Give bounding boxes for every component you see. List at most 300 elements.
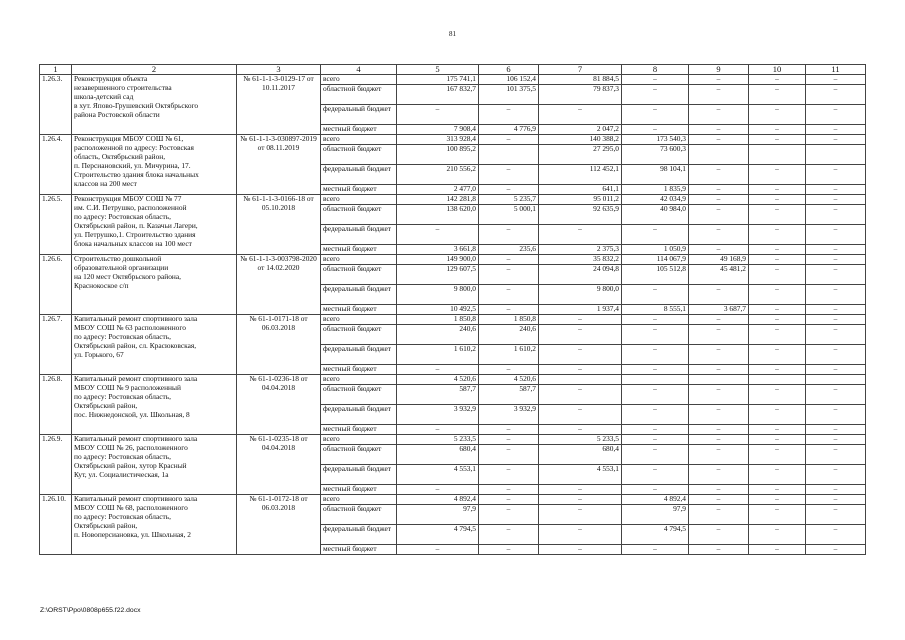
amount-cell: 3 932,9 xyxy=(479,405,539,425)
amount-cell: 142 281,8 xyxy=(397,195,479,205)
amount-cell: – xyxy=(539,485,622,495)
col-header-8: 8 xyxy=(622,65,689,75)
budget-source: всего xyxy=(321,435,397,445)
amount-cell: – xyxy=(806,445,866,465)
amount-cell: – xyxy=(539,505,622,525)
amount-cell: – xyxy=(689,75,749,85)
amount-cell: 97,9 xyxy=(622,505,689,525)
budget-source: областной бюджет xyxy=(321,325,397,345)
amount-cell: 587,7 xyxy=(479,385,539,405)
amount-cell: – xyxy=(806,425,866,435)
amount-cell: – xyxy=(622,485,689,495)
amount-cell: 5 000,1 xyxy=(479,205,539,225)
amount-cell: – xyxy=(749,365,806,375)
amount-cell: – xyxy=(689,385,749,405)
amount-cell: – xyxy=(749,285,806,305)
amount-cell: – xyxy=(689,135,749,145)
object-name-line: пос. Нижнедонской, ул. Школьная, 8 xyxy=(74,409,190,419)
item-number: 1.26.3. xyxy=(40,75,72,135)
amount-cell: – xyxy=(397,545,479,555)
amount-cell: 101 375,5 xyxy=(479,85,539,105)
col-header-7: 7 xyxy=(539,65,622,75)
amount-cell: – xyxy=(749,385,806,405)
object-name-line: п. Персиановский, ул. Мичурина, 17. xyxy=(74,160,191,170)
amount-cell: – xyxy=(749,545,806,555)
object-name-line: Капитальный ремонт спортивного зала xyxy=(74,494,198,503)
object-name-line: ул. Горького, 67 xyxy=(74,349,124,359)
amount-cell: – xyxy=(806,315,866,325)
amount-cell: – xyxy=(479,525,539,545)
col-header-11: 11 xyxy=(806,65,866,75)
amount-cell: – xyxy=(689,465,749,485)
amount-cell: – xyxy=(479,285,539,305)
amount-cell: 4 776,9 xyxy=(479,125,539,135)
amount-cell: – xyxy=(539,345,622,365)
amount-cell xyxy=(689,375,749,385)
amount-cell: – xyxy=(689,195,749,205)
amount-cell: – xyxy=(749,185,806,195)
amount-cell: – xyxy=(479,425,539,435)
amount-cell: 149 900,0 xyxy=(397,255,479,265)
amount-cell: – xyxy=(806,385,866,405)
amount-cell: – xyxy=(622,405,689,425)
table-row xyxy=(40,495,866,505)
amount-cell: – xyxy=(806,345,866,365)
amount-cell: 45 481,2 xyxy=(689,265,749,285)
amount-cell: 92 635,9 xyxy=(539,205,622,225)
expertise-code: № 61-1-0236-18 от 04.04.2018 xyxy=(237,375,321,435)
amount-cell: – xyxy=(479,465,539,485)
amount-cell: – xyxy=(806,485,866,495)
amount-cell: – xyxy=(749,85,806,105)
amount-cell: 24 094,8 xyxy=(539,265,622,285)
object-name-line: Реконструкция объекта xyxy=(74,74,148,83)
amount-cell: 210 556,2 xyxy=(397,165,479,185)
amount-cell: – xyxy=(749,225,806,245)
amount-cell: – xyxy=(622,345,689,365)
amount-cell: 4 520,6 xyxy=(397,375,479,385)
amount-cell: – xyxy=(622,75,689,85)
budget-source: областной бюджет xyxy=(321,145,397,165)
budget-source: всего xyxy=(321,375,397,385)
amount-cell: 2 375,3 xyxy=(539,245,622,255)
amount-cell: – xyxy=(689,185,749,195)
budget-source: федеральный бюджет xyxy=(321,285,397,305)
expertise-code: № 61-1-0171-18 от 06.03.2018 xyxy=(237,315,321,375)
amount-cell: 1 835,9 xyxy=(622,185,689,195)
amount-cell: – xyxy=(806,325,866,345)
amount-cell: – xyxy=(689,365,749,375)
amount-cell: – xyxy=(479,225,539,245)
amount-cell: – xyxy=(806,185,866,195)
amount-cell: – xyxy=(689,505,749,525)
amount-cell: – xyxy=(806,165,866,185)
amount-cell: 235,6 xyxy=(479,245,539,255)
budget-source: всего xyxy=(321,195,397,205)
amount-cell: – xyxy=(622,435,689,445)
object-name-line: расположенной по адресу: Ростовская xyxy=(74,142,194,152)
budget-source: федеральный бюджет xyxy=(321,465,397,485)
amount-cell: – xyxy=(806,265,866,285)
amount-cell: – xyxy=(479,435,539,445)
amount-cell: – xyxy=(749,105,806,125)
amount-cell: – xyxy=(539,495,622,505)
amount-cell: 79 837,3 xyxy=(539,85,622,105)
amount-cell: 1 610,2 xyxy=(397,345,479,365)
amount-cell: – xyxy=(689,225,749,245)
object-name-line: Октябрьский район, п. Казачьи Лагери, xyxy=(74,220,198,230)
item-number: 1.26.5. xyxy=(40,195,72,255)
object-name-line: ул. Петрушко,1. Строительство здания xyxy=(74,229,196,239)
col-header-6: 6 xyxy=(479,65,539,75)
item-number: 1.26.9. xyxy=(40,435,72,495)
budget-source: местный бюджет xyxy=(321,245,397,255)
amount-cell: 2 477,0 xyxy=(397,185,479,195)
amount-cell: 98 104,1 xyxy=(622,165,689,185)
amount-cell xyxy=(806,145,866,165)
amount-cell: – xyxy=(539,525,622,545)
amount-cell: 587,7 xyxy=(397,385,479,405)
amount-cell: – xyxy=(479,495,539,505)
amount-cell: – xyxy=(689,485,749,495)
object-name-line: по адресу: Ростовская область, xyxy=(74,511,171,521)
amount-cell: – xyxy=(749,245,806,255)
budget-source: федеральный бюджет xyxy=(321,165,397,185)
amount-cell: – xyxy=(806,225,866,245)
amount-cell: 140 388,2 xyxy=(539,135,622,145)
budget-source: областной бюджет xyxy=(321,85,397,105)
object-name-line: область, Октябрьский район, xyxy=(74,151,166,161)
amount-cell: 5 235,7 xyxy=(479,195,539,205)
amount-cell: 1 050,9 xyxy=(622,245,689,255)
amount-cell: – xyxy=(806,525,866,545)
file-path-footer: Z:\ORST\Ppo\0808p655.f22.docx xyxy=(40,607,141,614)
amount-cell: – xyxy=(806,405,866,425)
expertise-code: № 61-1-0172-18 от 06.03.2018 xyxy=(237,495,321,555)
budget-source: местный бюджет xyxy=(321,485,397,495)
amount-cell: 42 034,9 xyxy=(622,195,689,205)
amount-cell: – xyxy=(749,525,806,545)
object-name-line: образовательной организации xyxy=(74,262,169,272)
amount-cell: – xyxy=(479,255,539,265)
expertise-code: № 61-1-1-3-030897-2019 от 08.11.2019 xyxy=(237,135,321,195)
amount-cell: – xyxy=(749,125,806,135)
amount-cell: – xyxy=(689,85,749,105)
amount-cell: – xyxy=(689,125,749,135)
budget-source: местный бюджет xyxy=(321,185,397,195)
amount-cell: 5 233,5 xyxy=(397,435,479,445)
page-number: 81 xyxy=(449,30,456,38)
budget-source: местный бюджет xyxy=(321,125,397,135)
amount-cell: – xyxy=(749,75,806,85)
amount-cell: – xyxy=(479,185,539,195)
amount-cell: – xyxy=(749,165,806,185)
amount-cell: – xyxy=(806,245,866,255)
amount-cell: – xyxy=(806,305,866,315)
amount-cell: – xyxy=(479,265,539,285)
amount-cell: – xyxy=(622,225,689,245)
amount-cell: – xyxy=(806,285,866,305)
amount-cell: – xyxy=(539,325,622,345)
budget-source: местный бюджет xyxy=(321,545,397,555)
budget-source: областной бюджет xyxy=(321,505,397,525)
budget-source: федеральный бюджет xyxy=(321,525,397,545)
amount-cell: 138 620,0 xyxy=(397,205,479,225)
amount-cell: 3 661,8 xyxy=(397,245,479,255)
amount-cell: 3 932,9 xyxy=(397,405,479,425)
amount-cell: – xyxy=(806,465,866,485)
amount-cell: – xyxy=(749,205,806,225)
amount-cell: – xyxy=(806,205,866,225)
amount-cell: 4 794,5 xyxy=(397,525,479,545)
amount-cell: 3 687,7 xyxy=(689,305,749,315)
expertise-code: № 61-1-0235-18 от 04.04.2018 xyxy=(237,435,321,495)
amount-cell: 4 520,6 xyxy=(479,375,539,385)
amount-cell: – xyxy=(749,325,806,345)
amount-cell: 5 233,5 xyxy=(539,435,622,445)
amount-cell: 313 928,4 xyxy=(397,135,479,145)
amount-cell: – xyxy=(539,365,622,375)
object-name xyxy=(72,435,237,495)
amount-cell: 2 047,2 xyxy=(539,125,622,135)
amount-cell: – xyxy=(749,435,806,445)
amount-cell: 167 832,7 xyxy=(397,85,479,105)
amount-cell: – xyxy=(749,195,806,205)
amount-cell: – xyxy=(806,505,866,525)
amount-cell: – xyxy=(806,125,866,135)
amount-cell: 49 168,9 xyxy=(689,255,749,265)
col-header-1: 1 xyxy=(40,65,72,75)
amount-cell: – xyxy=(689,405,749,425)
col-header-5: 5 xyxy=(397,65,479,75)
amount-cell: – xyxy=(749,265,806,285)
object-name-line: школа-детский сад xyxy=(74,91,134,101)
amount-cell: – xyxy=(749,505,806,525)
budget-source: всего xyxy=(321,75,397,85)
amount-cell: 81 884,5 xyxy=(539,75,622,85)
amount-cell: 680,4 xyxy=(539,445,622,465)
object-name-line: района Ростовской области xyxy=(74,109,160,119)
object-name-line: Реконструкция МБОУ СОШ № 61, xyxy=(74,134,184,143)
amount-cell: 1 937,4 xyxy=(539,305,622,315)
amount-cell: 95 011,2 xyxy=(539,195,622,205)
amount-cell: 240,6 xyxy=(479,325,539,345)
item-number: 1.26.10. xyxy=(40,495,72,555)
budget-source: областной бюджет xyxy=(321,445,397,465)
budget-source: областной бюджет xyxy=(321,265,397,285)
amount-cell: – xyxy=(479,545,539,555)
object-name-line: Краснокоское с/п xyxy=(74,280,129,290)
object-name xyxy=(72,375,237,435)
amount-cell: – xyxy=(622,385,689,405)
amount-cell: 1 610,2 xyxy=(479,345,539,365)
object-name-line: Октябрьский район, xyxy=(74,400,138,410)
amount-cell: 4 794,5 xyxy=(622,525,689,545)
amount-cell: – xyxy=(622,125,689,135)
expertise-code: № 61-1-1-3-0129-17 от 10.11.2017 xyxy=(237,75,321,135)
table-row xyxy=(40,435,866,445)
amount-cell: – xyxy=(749,255,806,265)
amount-cell: – xyxy=(689,245,749,255)
amount-cell: – xyxy=(689,495,749,505)
col-header-9: 9 xyxy=(689,65,749,75)
amount-cell: 106 152,4 xyxy=(479,75,539,85)
object-name-line: Строительство дошкольной xyxy=(74,254,162,263)
amount-cell: 240,6 xyxy=(397,325,479,345)
amount-cell: 641,1 xyxy=(539,185,622,195)
amount-cell: – xyxy=(479,485,539,495)
amount-cell: 97,9 xyxy=(397,505,479,525)
amount-cell: 8 555,1 xyxy=(622,305,689,315)
amount-cell: 173 540,3 xyxy=(622,135,689,145)
object-name-line: Октябрьский район, xyxy=(74,520,138,530)
amount-cell: – xyxy=(622,285,689,305)
object-name-line: по адресу: Ростовская область, xyxy=(74,211,171,221)
table-row xyxy=(40,255,866,265)
amount-cell: 10 492,5 xyxy=(397,305,479,315)
budget-source: федеральный бюджет xyxy=(321,345,397,365)
object-name-line: Капитальный ремонт спортивного зала xyxy=(74,314,198,323)
budget-source: областной бюджет xyxy=(321,385,397,405)
amount-cell: – xyxy=(689,105,749,125)
col-header-2: 2 xyxy=(72,65,237,75)
amount-cell: – xyxy=(689,445,749,465)
amount-cell: – xyxy=(479,365,539,375)
amount-cell: – xyxy=(689,325,749,345)
object-name-line: Капитальный ремонт спортивного зала xyxy=(74,434,198,443)
amount-cell: – xyxy=(749,495,806,505)
amount-cell xyxy=(539,375,622,385)
amount-cell: – xyxy=(806,105,866,125)
amount-cell: – xyxy=(622,545,689,555)
object-name-line: МБОУ СОШ № 9 расположенный xyxy=(74,382,181,392)
amount-cell: – xyxy=(749,305,806,315)
amount-cell: 680,4 xyxy=(397,445,479,465)
item-number: 1.26.8. xyxy=(40,375,72,435)
amount-cell xyxy=(749,375,806,385)
amount-cell: – xyxy=(397,485,479,495)
budget-source: всего xyxy=(321,255,397,265)
object-name-line: классов на 200 мест xyxy=(74,178,137,188)
amount-cell: 27 295,0 xyxy=(539,145,622,165)
amount-cell: 112 452,1 xyxy=(539,165,622,185)
object-name-line: Октябрьский район, хутор Красный xyxy=(74,460,187,470)
amount-cell: 1 850,8 xyxy=(397,315,479,325)
amount-cell: – xyxy=(689,285,749,305)
amount-cell: – xyxy=(539,405,622,425)
object-name-line: в хут. Япово-Грушевский Октябрьского xyxy=(74,100,199,110)
amount-cell: 7 908,4 xyxy=(397,125,479,135)
budget-source: федеральный бюджет xyxy=(321,405,397,425)
amount-cell: – xyxy=(749,485,806,495)
amount-cell: – xyxy=(749,405,806,425)
object-name-line: Строительство здания блока начальных xyxy=(74,169,199,179)
amount-cell: – xyxy=(622,465,689,485)
amount-cell: 105 512,8 xyxy=(622,265,689,285)
budget-source: местный бюджет xyxy=(321,305,397,315)
amount-cell: – xyxy=(539,105,622,125)
amount-cell: – xyxy=(479,105,539,125)
amount-cell: 114 067,9 xyxy=(622,255,689,265)
program-table xyxy=(39,64,866,555)
amount-cell: 9 800,0 xyxy=(539,285,622,305)
amount-cell: – xyxy=(622,315,689,325)
object-name xyxy=(72,255,237,315)
col-header-3: 3 xyxy=(237,65,321,75)
amount-cell: 1 850,8 xyxy=(479,315,539,325)
amount-cell: – xyxy=(397,425,479,435)
object-name-line: МБОУ СОШ № 68, расположенного xyxy=(74,502,188,512)
item-number: 1.26.4. xyxy=(40,135,72,195)
column-numbers-row xyxy=(40,65,866,75)
amount-cell: – xyxy=(689,435,749,445)
amount-cell xyxy=(749,145,806,165)
amount-cell: – xyxy=(622,325,689,345)
amount-cell: – xyxy=(622,445,689,465)
col-header-4: 4 xyxy=(321,65,397,75)
amount-cell: – xyxy=(539,225,622,245)
amount-cell: – xyxy=(806,85,866,105)
amount-cell: – xyxy=(397,105,479,125)
object-name-line: МБОУ СОШ № 26, расположенного xyxy=(74,442,188,452)
col-header-10: 10 xyxy=(749,65,806,75)
amount-cell xyxy=(689,145,749,165)
amount-cell: – xyxy=(479,445,539,465)
amount-cell: – xyxy=(806,255,866,265)
amount-cell: – xyxy=(806,495,866,505)
table-row xyxy=(40,375,866,385)
amount-cell: – xyxy=(806,195,866,205)
object-name-line: блока начальных классов на 100 мест xyxy=(74,238,192,248)
item-number: 1.26.6. xyxy=(40,255,72,315)
expertise-code: № 61-1-1-3-003798-2020 от 14.02.2020 xyxy=(237,255,321,315)
amount-cell: – xyxy=(622,365,689,375)
amount-cell: – xyxy=(806,435,866,445)
budget-source: местный бюджет xyxy=(321,425,397,435)
amount-cell xyxy=(479,145,539,165)
table-row xyxy=(40,135,866,145)
object-name xyxy=(72,135,237,195)
budget-source: местный бюджет xyxy=(321,365,397,375)
amount-cell: – xyxy=(749,445,806,465)
budget-source: всего xyxy=(321,495,397,505)
table-row xyxy=(40,315,866,325)
budget-source: областной бюджет xyxy=(321,205,397,225)
amount-cell: – xyxy=(806,545,866,555)
amount-cell: – xyxy=(689,425,749,435)
object-name-line: п. Новоперсиановка, ул. Школьная, 2 xyxy=(74,529,191,539)
amount-cell: 129 607,5 xyxy=(397,265,479,285)
amount-cell: – xyxy=(479,135,539,145)
object-name-line: Октябрьский район, сл. Красюковская, xyxy=(74,340,197,350)
object-name xyxy=(72,75,237,135)
amount-cell: 9 800,0 xyxy=(397,285,479,305)
object-name-line: незавершенного строительства xyxy=(74,82,172,92)
amount-cell: – xyxy=(749,345,806,365)
object-name-line: им. С.И. Петрушко, расположенной xyxy=(74,202,187,212)
amount-cell: – xyxy=(397,225,479,245)
object-name-line: Кут, ул. Социалистическая, 1а xyxy=(74,469,169,479)
budget-source: всего xyxy=(321,135,397,145)
amount-cell: 73 600,3 xyxy=(622,145,689,165)
amount-cell: – xyxy=(689,545,749,555)
object-name xyxy=(72,195,237,255)
amount-cell: – xyxy=(806,365,866,375)
amount-cell: – xyxy=(539,425,622,435)
amount-cell: – xyxy=(749,465,806,485)
object-name-line: на 120 мест Октябрьского района, xyxy=(74,271,181,281)
amount-cell: – xyxy=(622,85,689,105)
